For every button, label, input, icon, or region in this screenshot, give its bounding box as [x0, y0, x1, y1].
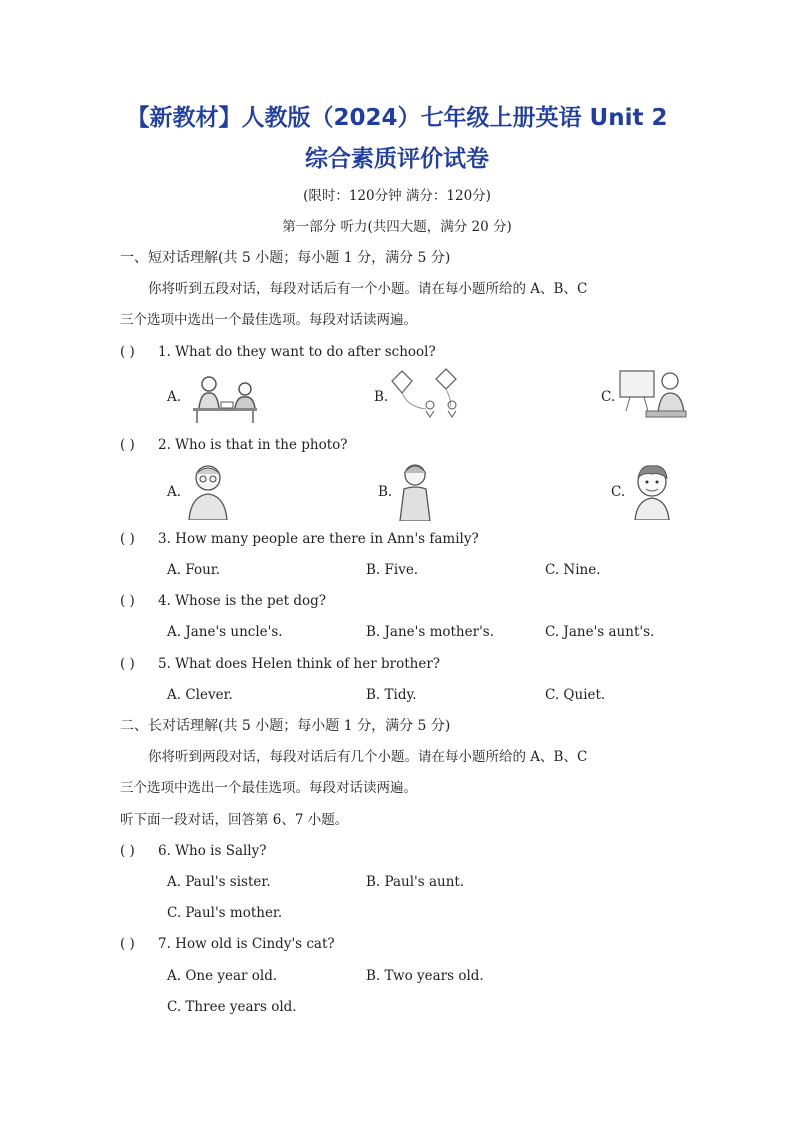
grandma-icon — [396, 461, 434, 521]
section1-instruction-line2: 三个选项中选出一个最佳选项。每段对话读两遍。 — [120, 312, 417, 328]
option-a[interactable]: A. — [167, 389, 182, 405]
question-6 — [120, 842, 267, 860]
option-c[interactable]: C. Three years old. — [167, 999, 297, 1015]
answer-paren[interactable]: ( ) — [120, 593, 135, 609]
section2-instruction-line1: 你将听到两段对话，每段对话后有几个小题。请在每小题所给的 A、B、C — [148, 749, 588, 765]
option-b[interactable]: B. Paul's aunt. — [366, 874, 465, 890]
question-text: 7. How old is Cindy's cat? — [158, 936, 335, 952]
grandpa-icon — [187, 462, 229, 520]
question-1 — [120, 343, 436, 361]
question-text: 2. Who is that in the photo? — [158, 437, 348, 453]
section2-instruction-line2: 三个选项中选出一个最佳选项。每段对话读两遍。 — [120, 780, 417, 796]
option-c[interactable]: C. Paul's mother. — [167, 905, 283, 921]
option-b[interactable]: B. Tidy. — [366, 687, 417, 703]
answer-paren[interactable]: ( ) — [120, 936, 135, 952]
question-5 — [120, 655, 440, 673]
option-c[interactable]: C. — [601, 389, 616, 405]
option-a[interactable]: A. One year old. — [167, 968, 278, 984]
question-7 — [120, 935, 335, 953]
document-title-line1: 【新教材】人教版（2024）七年级上册英语 Unit 2 — [126, 105, 668, 131]
option-c[interactable]: C. Quiet. — [545, 687, 606, 703]
section1-instruction-line1: 你将听到五段对话，每段对话后有一个小题。请在每小题所给的 A、B、C — [148, 281, 588, 297]
option-a[interactable]: A. — [167, 484, 182, 500]
question-2 — [120, 436, 348, 454]
option-c[interactable]: C. Nine. — [545, 562, 601, 578]
question-text: 1. What do they want to do after school? — [158, 344, 436, 360]
question-text: 6. Who is Sally? — [158, 843, 267, 859]
option-c[interactable]: C. Jane's aunt's. — [545, 624, 655, 640]
option-a[interactable]: A. Four. — [167, 562, 221, 578]
answer-paren[interactable]: ( ) — [120, 437, 135, 453]
document-title-line2: 综合素质评价试卷 — [305, 146, 489, 172]
question-4 — [120, 592, 326, 610]
option-b[interactable]: B. Two years old. — [366, 968, 484, 984]
answer-paren[interactable]: ( ) — [120, 843, 135, 859]
option-a[interactable]: A. Paul's sister. — [167, 874, 271, 890]
option-a[interactable]: A. Clever. — [167, 687, 233, 703]
section2-sub-instruction: 听下面一段对话，回答第 6、7 小题。 — [120, 812, 349, 828]
section1-heading: 一、短对话理解(共 5 小题；每小题 1 分，满分 5 分) — [120, 250, 451, 266]
option-b[interactable]: B. — [378, 484, 393, 500]
option-b[interactable]: B. — [374, 389, 389, 405]
time-info: (限时：120分钟 满分：120分) — [303, 188, 491, 204]
question-text: 4. Whose is the pet dog? — [158, 593, 327, 609]
part-heading: 第一部分 听力(共四大题，满分 20 分) — [282, 219, 512, 235]
option-b[interactable]: B. Jane's mother's. — [366, 624, 494, 640]
answer-paren[interactable]: ( ) — [120, 656, 135, 672]
answer-paren[interactable]: ( ) — [120, 531, 135, 547]
option-c[interactable]: C. — [611, 484, 626, 500]
boy-icon — [631, 462, 673, 520]
question-text: 5. What does Helen think of her brother? — [158, 656, 441, 672]
section2-heading: 二、长对话理解(共 5 小题；每小题 1 分，满分 5 分) — [120, 718, 451, 734]
answer-paren[interactable]: ( ) — [120, 344, 135, 360]
option-b[interactable]: B. Five. — [366, 562, 419, 578]
watching-tv-icon — [616, 367, 688, 425]
option-a[interactable]: A. Jane's uncle's. — [167, 624, 283, 640]
question-text: 3. How many people are there in Ann's family? — [158, 531, 479, 547]
flying-kites-icon — [390, 367, 470, 423]
studying-people-icon — [185, 372, 269, 424]
question-3 — [120, 530, 479, 548]
